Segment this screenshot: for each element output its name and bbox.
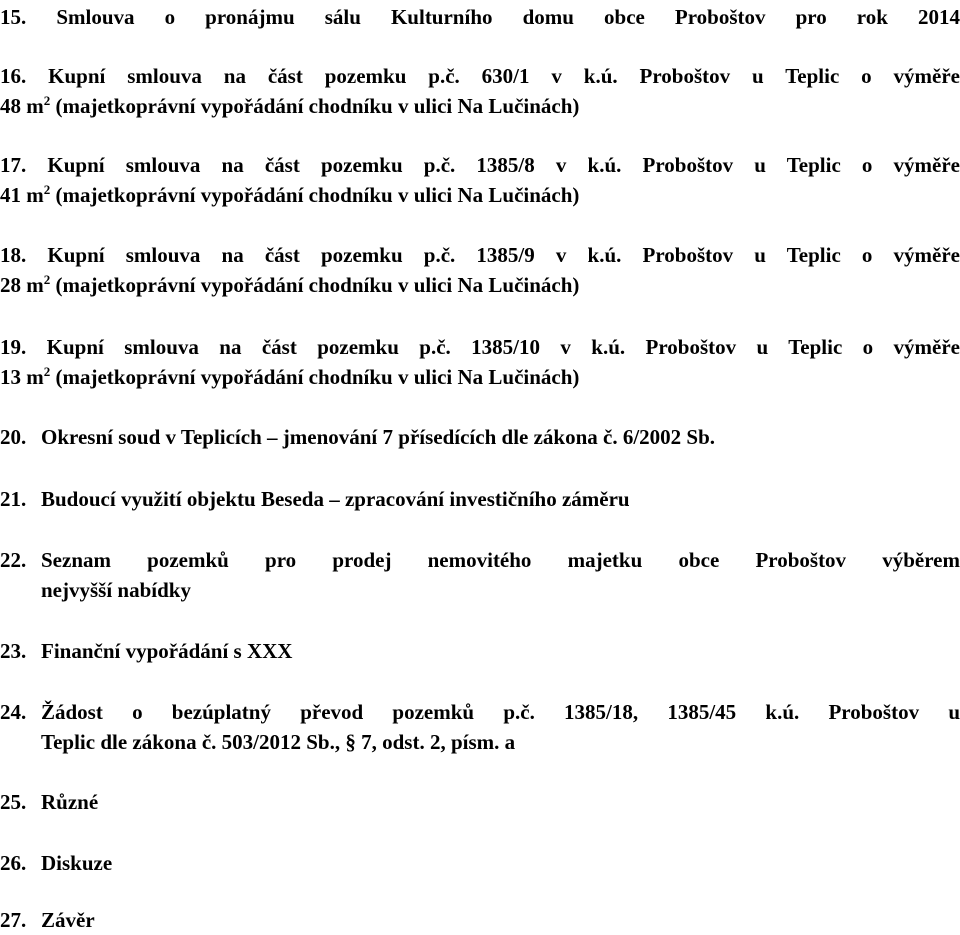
item-number: 20. xyxy=(0,425,27,449)
item-number: 22. xyxy=(0,548,27,572)
item-text: 16. Kupní smlouva na část pozemku p.č. 630/1 v k.ú. Proboštov u Teplic o výměře xyxy=(0,64,960,88)
item-text-line2: nejvyšší nabídky xyxy=(41,578,191,602)
item-text-line2: 13 $m^2$ (majetkoprávní vypořádání chodníku v ulici Na Lučinách) xyxy=(0,364,580,389)
item-number: 27. xyxy=(0,908,27,932)
item-text: Budoucí využití objektu Beseda – zpracování investičního záměru xyxy=(41,487,630,511)
item-text-line2: 28 $m^2$ (majetkoprávní vypořádání chodníku v ulici Na Lučinách) xyxy=(0,272,580,297)
item-number: 23. xyxy=(0,639,27,663)
item-number: 24. xyxy=(0,700,27,724)
item-text: 18. Kupní smlouva na část pozemku p.č. 1385/9 v k.ú. Proboštov u Teplic o výměře xyxy=(0,243,960,267)
item-text: Diskuze xyxy=(41,851,113,875)
item-text: Okresní soud v Teplicích – jmenování 7 přísedících dle zákona č. 6/2002 Sb. xyxy=(41,425,716,449)
item-text-line2: 48 $m^2$ (majetkoprávní vypořádání chodníku v ulici Na Lučinách) xyxy=(0,93,580,118)
item-number: 26. xyxy=(0,851,27,875)
item-text-line2: Teplic dle zákona č. 503/2012 Sb., § 7, odst. 2, písm. a xyxy=(41,730,516,754)
item-text-line2: 41 $m^2$ (majetkoprávní vypořádání chodníku v ulici Na Lučinách) xyxy=(0,182,580,207)
item-text: Seznam pozemků pro prodej nemovitého majetku obce Proboštov výběrem xyxy=(41,548,960,572)
item-text: Žádost o bezúplatný převod pozemků p.č. 1385/18, 1385/45 k.ú. Proboštov u xyxy=(41,700,960,724)
item-text: 15. Smlouva o pronájmu sálu Kulturního domu obce Proboštov pro rok 2014 xyxy=(0,5,960,29)
item-number: 21. xyxy=(0,487,27,511)
item-text: Finanční vypořádání s XXX xyxy=(41,639,293,663)
item-text: Závěr xyxy=(41,908,95,932)
item-number: 25. xyxy=(0,790,27,814)
item-text: 19. Kupní smlouva na část pozemku p.č. 1385/10 v k.ú. Proboštov u Teplic o výměře xyxy=(0,335,960,359)
item-text: Různé xyxy=(41,790,99,814)
item-text: 17. Kupní smlouva na část pozemku p.č. 1385/8 v k.ú. Proboštov u Teplic o výměře xyxy=(0,153,960,177)
